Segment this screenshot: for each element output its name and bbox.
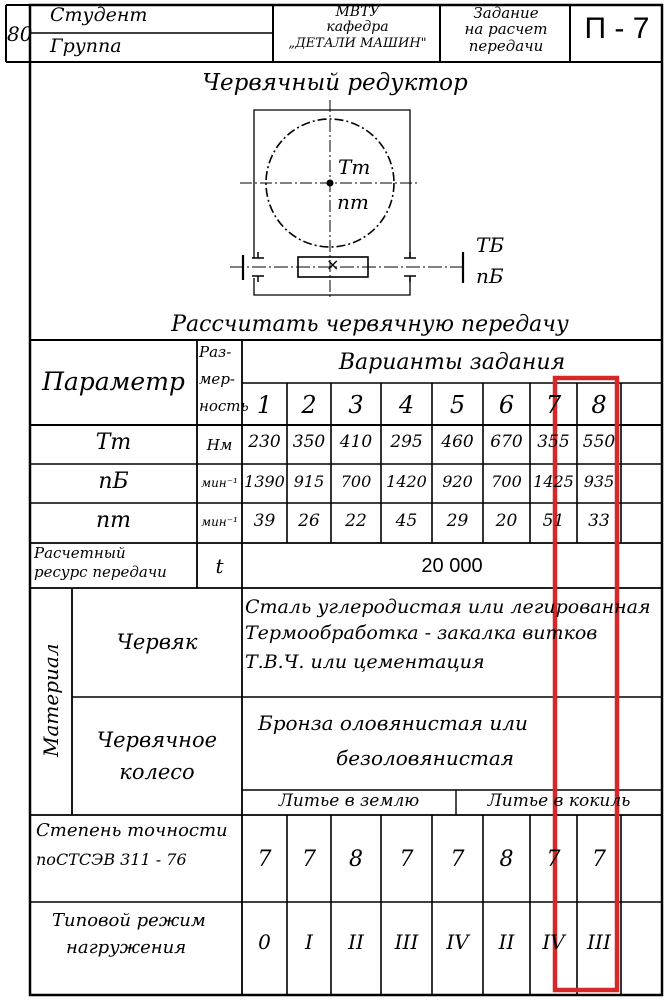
accuracy-label-1: Степень точности — [36, 820, 228, 841]
drawing-title: Червячный редуктор — [202, 70, 468, 96]
load-mode-value-4: III — [394, 930, 419, 954]
row-speed-in-param: nБ — [98, 469, 129, 494]
speed-out-value-8: 33 — [588, 511, 610, 531]
speed-in-value-5: 920 — [442, 472, 473, 491]
accuracy-value-3: 8 — [349, 847, 363, 872]
torque-out-value-4: 295 — [390, 432, 423, 452]
worm-center-mark: × — [326, 255, 340, 274]
load-mode-value-5: IV — [446, 930, 469, 954]
torque-out-value-3: 410 — [339, 432, 373, 452]
load-mode-value-3: II — [348, 930, 364, 954]
torque-out-value-5: 460 — [441, 432, 474, 452]
assignment-line-2: на расчет — [464, 20, 548, 38]
speed-in-value-3: 700 — [340, 472, 372, 491]
row-speed-out-param: nт — [95, 508, 132, 533]
worm-material-line-1: Сталь углеродистая или легированная — [245, 596, 651, 618]
units-header-3: ность — [199, 397, 249, 415]
resource-unit: t — [215, 554, 224, 578]
institution-line-1: МВТУ — [335, 4, 380, 20]
cast-chill-label: Литье в кокиль — [487, 791, 631, 811]
accuracy-value-5: 7 — [450, 847, 465, 872]
resource-value: 20 000 — [421, 555, 483, 577]
input-speed-label: nБ — [476, 264, 504, 288]
load-mode-value-8: III — [587, 930, 611, 954]
speed-in-value-6: 700 — [491, 472, 522, 491]
worm-material-line-3: Т.В.Ч. или цементация — [245, 651, 485, 673]
task-statement: Рассчитать червячную передачу — [171, 312, 569, 337]
accuracy-value-6: 8 — [499, 847, 514, 872]
load-mode-label-1: Типовой режим — [52, 910, 206, 931]
speed-out-value-4: 45 — [395, 511, 418, 531]
output-speed-label: nт — [337, 190, 369, 214]
assignment-line-1: Задание — [473, 4, 539, 22]
speed-in-value-2: 915 — [293, 472, 325, 491]
torque-out-value-6: 670 — [490, 432, 523, 452]
wheel-material-line-1: Бронза оловянистая или — [258, 711, 528, 735]
accuracy-value-7: 7 — [546, 847, 561, 872]
variants-header: Варианты задания — [338, 350, 566, 375]
resource-label-1: Расчетный — [34, 544, 126, 562]
units-header-2: мер- — [199, 370, 235, 388]
speed-out-value-7: 51 — [542, 511, 565, 531]
wheel-label-2: колесо — [119, 760, 195, 784]
torque-out-value-8: 550 — [582, 432, 616, 452]
group-label: Группа — [50, 35, 122, 57]
speed-out-value-1: 39 — [253, 511, 276, 531]
load-mode-label-2: нагружения — [66, 937, 187, 958]
assignment-line-3: передачи — [468, 37, 544, 55]
variant-number-7: 7 — [545, 391, 562, 419]
variant-number-8: 8 — [591, 391, 607, 419]
load-mode-value-6: II — [498, 930, 515, 954]
torque-out-value-7: 355 — [537, 432, 570, 452]
load-mode-value-7: IV — [542, 930, 565, 954]
param-header: Параметр — [42, 367, 185, 396]
material-label: Материал — [39, 643, 63, 757]
accuracy-value-1: 7 — [257, 847, 272, 872]
load-mode-value-1: 0 — [258, 930, 271, 954]
speed-in-value-7: 1425 — [533, 472, 574, 491]
variant-number-3: 3 — [348, 391, 364, 419]
accuracy-value-4: 7 — [399, 847, 414, 872]
student-label: Студент — [50, 4, 148, 26]
wheel-label-1: Червячное — [96, 728, 218, 752]
worm-material-line-2: Термообработка - закалка витков — [245, 622, 598, 644]
load-mode-value-2: I — [305, 930, 313, 954]
variant-number-5: 5 — [449, 391, 466, 419]
units-header-1: Раз- — [199, 343, 232, 361]
speed-in-value-1: 1390 — [244, 472, 285, 491]
row-torque-out-unit: Нм — [206, 436, 233, 454]
variant-number-1: 1 — [256, 391, 273, 419]
speed-in-value-8: 935 — [583, 472, 615, 491]
variant-7-highlight — [555, 378, 617, 990]
accuracy-value-2: 7 — [302, 847, 316, 872]
row-torque-out-param: Tт — [95, 430, 132, 455]
row-speed-out-unit: мин⁻¹ — [201, 515, 238, 529]
speed-in-value-4: 1420 — [386, 472, 427, 491]
institution-line-3: „ДЕТАЛИ МАШИН" — [288, 36, 427, 51]
row-speed-in-unit: мин⁻¹ — [201, 476, 238, 490]
torque-out-value-2: 350 — [292, 432, 326, 452]
worm-label: Червяк — [116, 630, 198, 654]
accuracy-label-2: поСТСЭВ 311 - 76 — [36, 850, 187, 869]
assignment-code: П - 7 — [584, 12, 650, 45]
speed-out-value-6: 20 — [495, 511, 518, 531]
torque-out-value-1: 230 — [248, 432, 281, 452]
resource-label-2: ресурс передачи — [34, 563, 167, 581]
cast-sand-label: Литье в землю — [278, 791, 420, 811]
wheel-material-line-2: безоловянистая — [336, 746, 515, 770]
page-number: 80 — [7, 22, 33, 46]
variant-number-6: 6 — [498, 391, 515, 419]
variant-number-2: 2 — [301, 391, 317, 419]
input-torque-label: TБ — [476, 233, 505, 257]
speed-out-value-2: 26 — [298, 511, 320, 531]
variant-number-4: 4 — [398, 391, 415, 419]
output-torque-label: Tт — [338, 155, 371, 179]
speed-out-value-3: 22 — [345, 511, 367, 531]
accuracy-value-8: 7 — [592, 847, 606, 872]
speed-out-value-5: 29 — [446, 511, 469, 531]
institution-line-2: кафедра — [326, 19, 389, 35]
